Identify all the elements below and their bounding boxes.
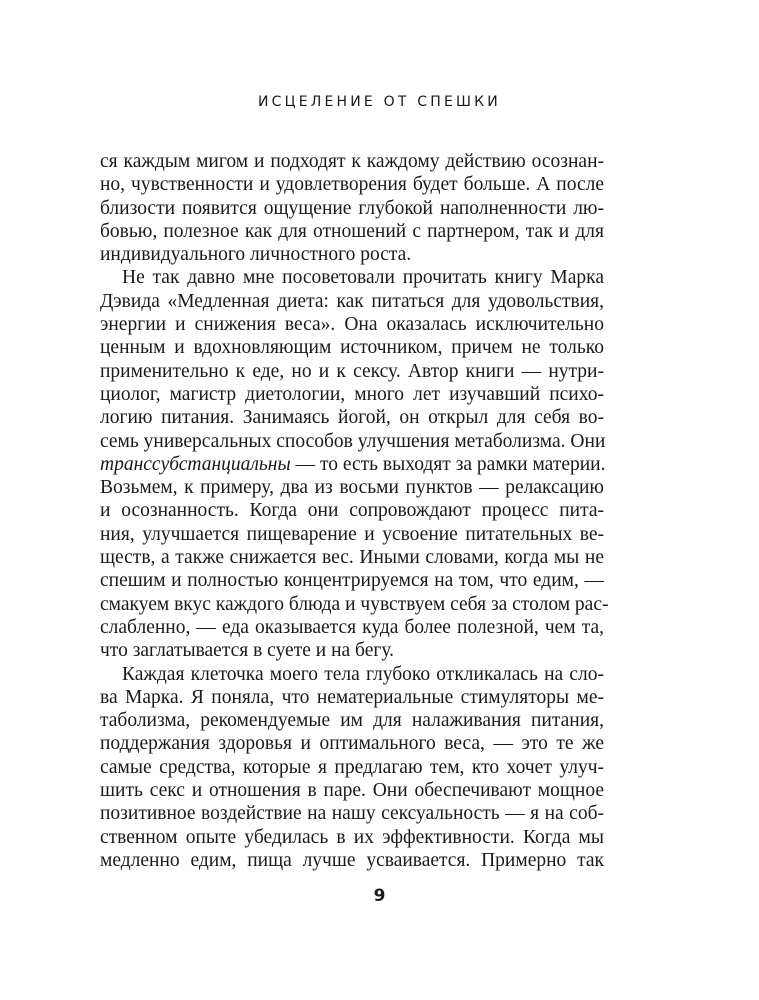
text-line: самые средства, которые я предлагаю тем, кто хочет улуч- xyxy=(100,756,604,778)
page-number: 9 xyxy=(373,886,386,906)
text-line: циолог, магистр диетологии, много лет изучавший психо- xyxy=(100,383,604,405)
text-line: что заглатывается в суете и на бегу. xyxy=(100,640,395,662)
text-line: Каждая клеточка моего тела глубоко откликалась на сло- xyxy=(122,663,604,685)
text-fragment: — то есть выходят за рамки материи. xyxy=(290,453,606,475)
text-line: энергии и снижения веса». Она оказалась исключительно xyxy=(100,314,604,336)
text-line: ва Марка. Я поняла, что нематериальные стимуляторы ме- xyxy=(100,686,604,708)
text-line: ценным и вдохновляющим источником, причем не только xyxy=(100,337,604,359)
running-head: ИСЦЕЛЕНИЕ ОТ СПЕШКИ xyxy=(258,94,501,110)
text-line: поддержания здоровья и оптимального веса, — это те же xyxy=(100,733,604,755)
text-line: семь универсальных способов улучшения метаболизма. Они xyxy=(100,430,606,452)
text-line: ственном опыте убедилась в их эффективности. Когда мы xyxy=(100,826,604,848)
text-line: позитивное воздействие на нашу сексуальность — я на соб- xyxy=(100,803,604,825)
text-line: ся каждым мигом и подходят к каждому действию осознан- xyxy=(100,151,604,172)
text-line: смакуем вкус каждого блюда и чувствуем себя за столом рас- xyxy=(100,593,609,615)
text-line: ществ, а также снижается вес. Иными словами, когда мы не xyxy=(100,547,604,569)
text-line: медленно едим, пища лучше усваивается. Примерно так xyxy=(100,849,604,871)
text-line: таболизма, рекомендуемые им для налаживания питания, xyxy=(100,710,604,732)
text-line: шить секс и отношения в паре. Они обеспечивают мощное xyxy=(100,780,604,802)
text-line: но, чувственности и удовлетворения будет больше. А после xyxy=(100,174,604,196)
text-line: Возьмем, к примеру, два из восьми пунктов — релаксацию xyxy=(100,477,604,499)
text-line: слабленно, — еда оказывается куда более полезной, чем та, xyxy=(100,616,604,638)
text-line: Не так давно мне посоветовали прочитать книгу Марка xyxy=(122,267,604,289)
italic-term: трансcубстанциальны xyxy=(100,453,291,475)
text-line: бовью, полезное как для отношений с партнером, так и для xyxy=(100,220,604,242)
text-line: и осознанность. Когда они сопровождают процесс пита- xyxy=(100,500,604,522)
body-text xyxy=(100,150,609,872)
text-line: спешим и полностью концентрируемся на том, что едим, — xyxy=(100,570,604,592)
text-line: логию питания. Занимаясь йогой, он открыл для себя во- xyxy=(100,407,604,429)
text-line: индивидуального личностного роста. xyxy=(100,244,412,266)
text-line: Дэвида «Медленная диета: как питаться для удовольствия, xyxy=(100,290,604,312)
text-line: близости появится ощущение глубокой наполненности лю- xyxy=(100,197,604,219)
text-line: ния, улучшается пищеварение и усвоение питательных ве- xyxy=(100,523,604,545)
text-line: применительно к еде, но и к сексу. Автор книги — нутри- xyxy=(100,360,604,382)
text-line-with-italic xyxy=(100,453,604,476)
